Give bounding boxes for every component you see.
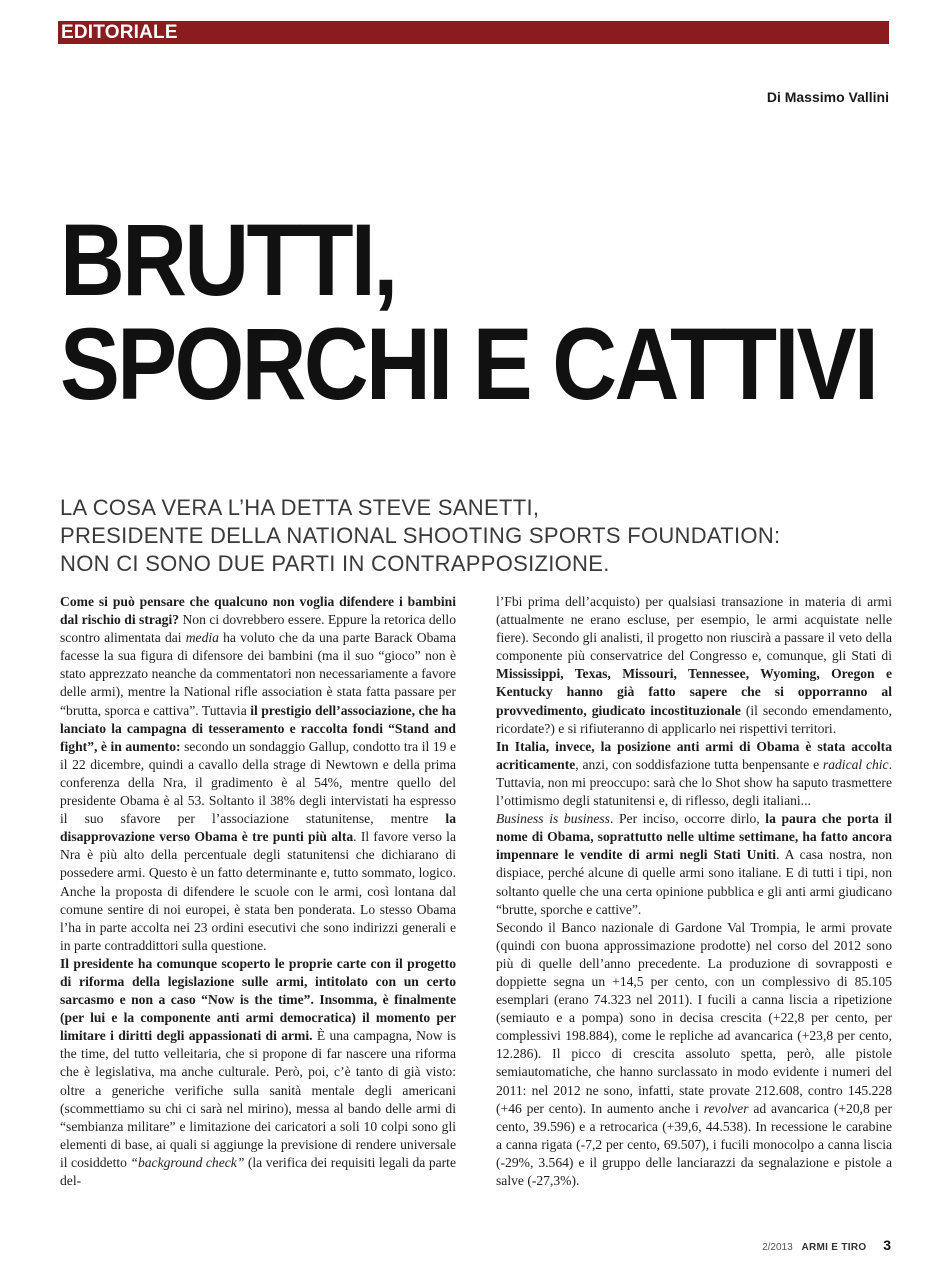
issue-number: 2/2013 <box>762 1242 793 1253</box>
body-text: . A casa nostra, non dispiace, perché alcune di quelle armi sono italiane. E di tutti i tipi, non soltanto quelle che una certa opinione pubblica e gli anti armi giudicano “brutte, sporche e cattive”. <box>496 847 892 917</box>
italic-text: “background check” <box>130 1154 245 1170</box>
bold-text: Il presidente ha comunque scoperto le proprie carte con il progetto di riforma della legislazione sulle armi, intitolato con un certo sarcasmo e non a caso “Now is the time”. Insomma, è finalmente (per lui e la componente anti armi democratica) il momento per limitare i diritti degli appassionati di armi. <box>60 955 456 1044</box>
bold-text: In Italia, invece, la posizione anti armi di Obama è stata accolta acriticamente <box>496 738 892 772</box>
body-text: , anzi, con soddisfazione tutta benpensante e <box>575 756 823 772</box>
paragraph <box>496 738 892 810</box>
body-text: l’Fbi prima dell’acquisto) per qualsiasi transazione in materia di armi (attualmente ne erano escluse, per esempio, le armi acquistate nelle fiere). Secondo gli analisti, il progetto non riuscirà a passare il veto della componente più conservatrice del Congresso e, comunque, gli Stati di <box>496 594 892 664</box>
body-text: . Il favore verso la Nra è più alto della percentuale degli statunitensi che dichiarano di possedere armi. Questo è un fatto determinante e, tutto sommato, logico. Anche la proposta di difendere le scuole con le armi, così lontana dal comune sentire di noi europei, è stata ben ponderata. Lo stesso Obama l’ha in parte accolta nei 23 ordini esecutivi che sono indirizzi generali e in parte contraddittori sulla questione. <box>60 829 456 953</box>
body-text: Non ci dovrebbero essere. Eppure la retorica dello scontro alimentata dai <box>60 612 457 646</box>
subheadline-line-2: PRESIDENTE DELLA NATIONAL SHOOTING SPORTS FOUNDATION: <box>60 523 781 548</box>
body-text: . Tuttavia, non mi preoccupo: sarà che lo Shot show ha saputo trasmettere l’ottimismo degli statunitensi e, di riflesso, degli italiani... <box>496 756 892 809</box>
headline-line-2: SPORCHI E CATTIVI <box>60 307 877 421</box>
byline: Di Massimo Vallini <box>766 89 889 105</box>
section-label: EDITORIALE <box>61 22 178 43</box>
bold-text: il prestigio dell’associazione, che ha lanciato la campagna di tesseramento e raccolta fondi “Stand and fight”, è in aumento: <box>60 702 456 754</box>
bold-text: la disapprovazione verso Obama è tre punti più alta <box>60 811 456 845</box>
body-text: secondo un sondaggio Gallup, condotto tra il 19 e il 22 dicembre, quindi a cavallo della strage di Newtown e della prima conferenza della Nra, il gradimento è al 54%, mentre quello del presidente Obama è al 53. Soltanto il 38% degli intervistati ha espresso il suo sfavore per l’associazione statunitense, mentre <box>60 738 456 827</box>
body-text: Secondo il Banco nazionale di Gardone Val Trompia, le armi provate (quindi con buona approssimazione prodotte) nel corso del 2012 sono più di quelle dell’anno precedente. La produzione di sovrapposti e doppiette segna un +14,5 per cento, con un complessivo di 85.105 esemplari (erano 74.323 nel 2011). I fucili a canna liscia a ripetizione (semiauto e a pompa) sono in decisa crescita (+22,8 per cento, per complessivi 198.884), come le repliche ad avancarica (+23,8 per cento, 12.286). Il picco di crescita assoluto spetta, però, alle pistole semiautomatiche, che hanno surclassato in modo evidente i numeri del 2011: nel 2012 ne sono, infatti, state provate 212.608, contro 145.228 (+46 per cento). In aumento anche i <box>496 919 892 1116</box>
headline <box>60 203 877 421</box>
paragraph <box>60 955 456 1190</box>
magazine-name: ARMI E TIRO <box>801 1242 867 1253</box>
italic-text: revolver <box>703 1100 749 1116</box>
body-text: ha voluto che da una parte Barack Obama facesse la sua figura di difensore dei bambini (ma il suo “gioco” non è stato apprezzato neanche da commentatori non necessariamente a favore delle armi), mentre la National rifle association è stata fatta passare per “brutta, sporca e cattiva”. Tuttavia <box>60 630 457 718</box>
body-text: (il secondo emendamento, ricordate?) e si rifiuteranno di applicarlo nei rispettivi territori. <box>496 702 892 736</box>
page-footer <box>762 1237 891 1253</box>
body-text: . Per inciso, occorre dirlo, <box>609 811 766 827</box>
bold-text: la paura che porta il nome di Obama, soprattutto nelle ultime settimane, ha fatto ancora impennare le vendite di armi negli Stati Uniti <box>496 811 893 863</box>
paragraph <box>496 593 892 738</box>
article-column-left <box>60 593 456 1190</box>
subheadline-line-1: LA COSA VERA L’HA DETTA STEVE SANETTI, <box>60 495 540 520</box>
body-text: (la verifica dei requisiti legali da parte del- <box>60 1154 456 1188</box>
section-header-bar <box>58 21 889 44</box>
italic-text: media <box>185 630 219 646</box>
headline-line-1: BRUTTI, <box>60 203 396 317</box>
body-text: ad avancarica (+20,8 per cento, 39.596) e a retrocarica (+39,6, 44.538). In recessione le carabine a canna rigata (-7,2 per cento, 69.507), i fucili monocolpo a canna liscia (-29%, 3.564) e il gruppo delle lanciarazzi da segnalazione e pistole a salve (-27,3%). <box>496 1100 892 1188</box>
subheadline-line-3: NON CI SONO DUE PARTI IN CONTRAPPOSIZIONE. <box>60 551 610 576</box>
article-column-right <box>496 593 892 1190</box>
subheadline <box>60 494 880 578</box>
bold-text: Come si può pensare che qualcuno non voglia difendere i bambini dal rischio di stragi? <box>60 594 456 628</box>
italic-text: radical chic <box>822 756 889 772</box>
paragraph <box>496 919 892 1190</box>
bold-text: Mississippi, Texas, Missouri, Tennessee, Wyoming, Oregon e Kentucky hanno già fatto sapere che si opporranno al provvedimento, giudicato incostituzionale <box>496 666 892 718</box>
paragraph <box>496 810 892 919</box>
italic-text: Business is business <box>496 811 610 827</box>
paragraph <box>60 593 456 955</box>
page-number: 3 <box>883 1237 891 1253</box>
body-text: È una campagna, Now is the time, del tutto velleitaria, che si propone di far nascere una riforma che è legislativa, ma anche culturale. Però, poi, c’è tanto di già visto: oltre a generiche verifiche sulla sanità mentale degli americani (scommettiamo su chi ci sarà nel mirino), messa al bando delle armi di “sembianza militare” e limitazione dei caricatori a soli 10 colpi sono gli elementi di base, ai quali si aggiunge la previsione di rendere universale il cosiddetto <box>60 1028 456 1170</box>
